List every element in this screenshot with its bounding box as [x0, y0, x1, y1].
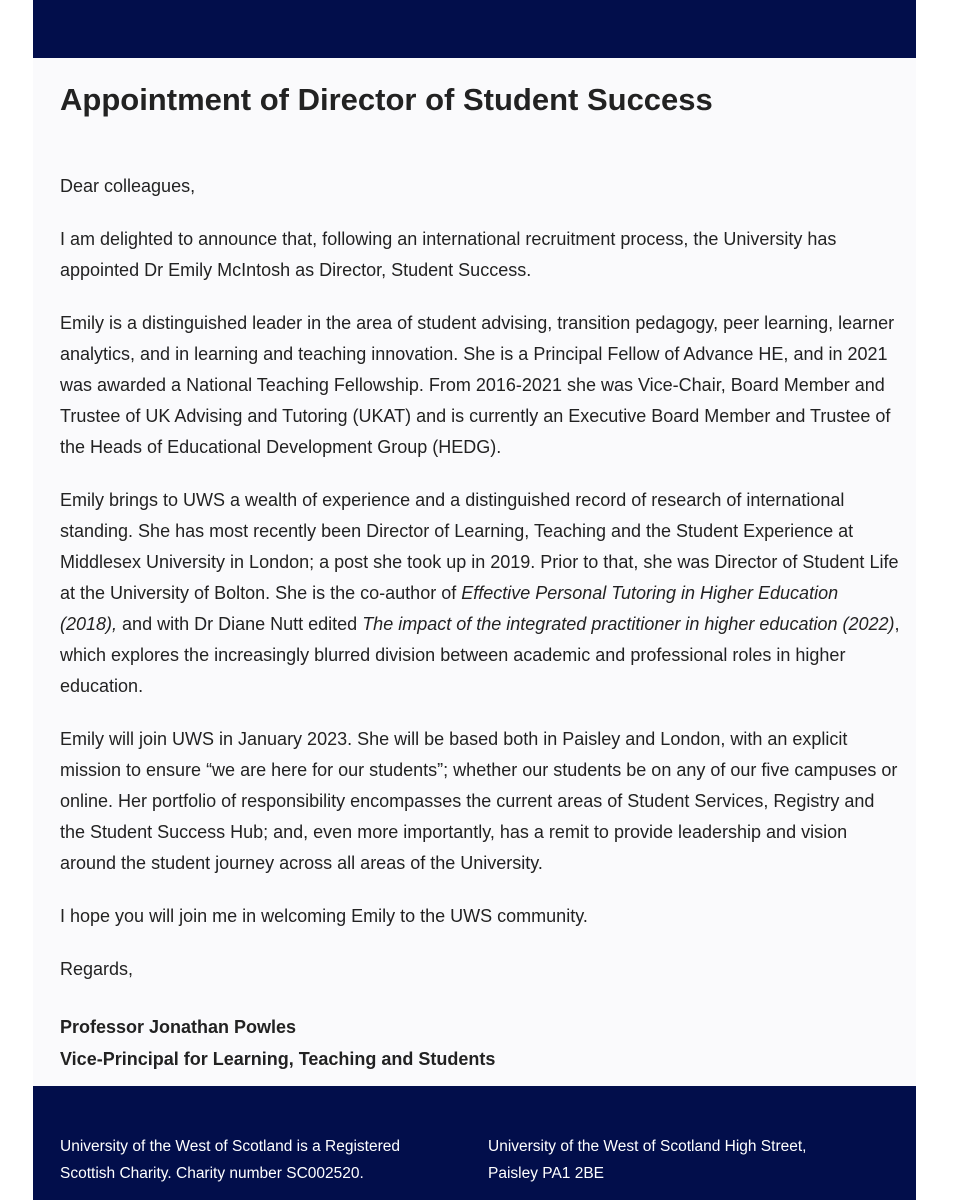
footer: [33, 1086, 916, 1200]
page-title: Appointment of Director of Student Success: [60, 82, 713, 117]
footer-charity-info: [60, 1133, 440, 1187]
header-bar: [33, 0, 916, 58]
signature-role: Vice-Principal for Learning, Teaching and Students: [60, 1049, 496, 1069]
greeting: Dear colleagues,: [60, 176, 196, 196]
paragraph-start-date: Emily will join UWS in January 2023. She will be based both in Paisley and London, with an explicit mission to ensure “we are here for our students”; whether our students be on any of our five campuses or online. Her portfolio of responsibility encompasses the current areas of Student Services, Registry and the Student Success Hub; and, even more importantly, has a remit to provide leadership and vision around the student journey across all areas of the University.: [60, 729, 898, 873]
experience-text-3: , which explores the increasingly blurred division between academic and professional roles in higher education.: [60, 614, 900, 696]
experience-text-1: Emily brings to UWS a wealth of experience and a distinguished record of research of international standing. She has most recently been Director of Learning, Teaching and the Student Experience at Middlesex University in London; a post she took up in 2019. Prior to that, she was Director of Student Life at the University of Bolton. She is the co-author of: [60, 490, 899, 603]
book-title-2: The impact of the integrated practitioner in higher education (2022): [362, 614, 895, 634]
paragraph-background: Emily is a distinguished leader in the area of student advising, transition pedagogy, peer learning, learner analytics, and in learning and teaching innovation. She is a Principal Fellow of Advance HE, and in 2021 was awarded a National Teaching Fellowship. From 2016-2021 she was Vice-Chair, Board Member and Trustee of UK Advising and Tutoring (UKAT) and is currently an Executive Board Member and Trustee of the Heads of Educational Development Group (HEDG).: [60, 313, 895, 457]
experience-text-2: and with Dr Diane Nutt edited: [117, 614, 363, 634]
footer-charity-line-1: University of the West of Scotland is a Registered: [60, 1138, 401, 1155]
paragraph-experience: [60, 485, 900, 702]
footer-address-line-1: University of the West of Scotland High Street,: [488, 1138, 807, 1155]
footer-address-line-2: Paisley PA1 2BE: [488, 1165, 605, 1182]
signature-block: [60, 1011, 495, 1075]
letter-body: [60, 171, 900, 1007]
footer-charity-line-2: Scottish Charity. Charity number SC002520.: [60, 1165, 364, 1182]
footer-address: [488, 1133, 888, 1187]
closing: Regards,: [60, 959, 134, 979]
book-title-1: Effective Personal Tutoring in Higher Education (2018),: [60, 583, 839, 634]
paragraph-announcement: I am delighted to announce that, following an international recruitment process, the University has appointed Dr Emily McIntosh as Director, Student Success.: [60, 229, 837, 280]
paragraph-welcome: I hope you will join me in welcoming Emily to the UWS community.: [60, 906, 588, 926]
letter-content: [33, 58, 916, 1086]
signature-name: Professor Jonathan Powles: [60, 1017, 297, 1037]
